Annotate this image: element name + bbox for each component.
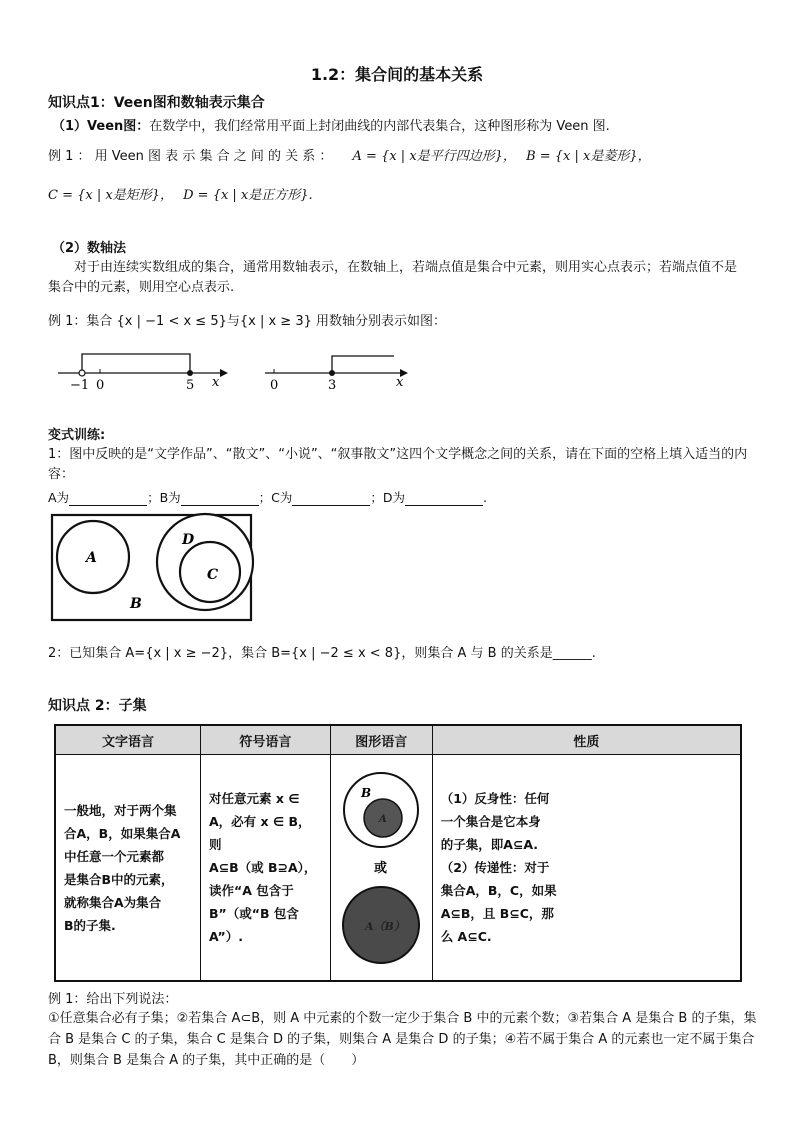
venn-label-b: B bbox=[130, 596, 142, 612]
venn-diagram bbox=[50, 512, 255, 624]
or-label: 或 bbox=[374, 861, 388, 876]
cell-line: 合A，B，如果集合A bbox=[64, 825, 181, 841]
numberline-method-text: 对于由连续实数组成的集合，通常用数轴表示，在数轴上，若端点值是集合中元素，则用实心点表示；若端点值不是集合中的元素，则用空心点表示. bbox=[48, 260, 738, 295]
inner-set-label: A bbox=[379, 814, 387, 825]
cell-line: 就称集合A为集合 bbox=[64, 894, 162, 910]
blank-a[interactable] bbox=[69, 492, 147, 506]
cell-line: 一个集合是它本身 bbox=[440, 814, 541, 829]
tick-label: 0 bbox=[96, 378, 105, 393]
graphic-language-cell bbox=[330, 755, 432, 982]
tick-label: −1 bbox=[70, 378, 90, 393]
text-language-cell bbox=[55, 755, 200, 982]
axis-label: x bbox=[396, 375, 404, 390]
veen-paragraph bbox=[52, 115, 610, 134]
veen-label: （1）Veen图： bbox=[52, 119, 150, 134]
venn-label-c: C bbox=[207, 567, 219, 583]
venn-label-a: A bbox=[86, 550, 97, 566]
set-c: C = {x | x是矩形}， bbox=[48, 188, 173, 203]
venn-label-d: D bbox=[182, 532, 195, 548]
cell-line: 一般地，对于两个集 bbox=[64, 802, 177, 818]
cell-line: 中任意一个元素都 bbox=[64, 848, 165, 864]
table-header: 文字语言 bbox=[55, 725, 200, 755]
cell-line: A，必有 x ∈ B，则 bbox=[208, 814, 311, 852]
cell-line: 读作“A 包含于 bbox=[208, 883, 294, 898]
set-d: D = {x | x是正方形}. bbox=[183, 188, 313, 203]
veen-text: 在数学中，我们经常用平面上封闭曲线的内部代表集合，这种图形称为 Veen 图. bbox=[149, 119, 610, 134]
subset-table bbox=[54, 724, 742, 982]
cell-line: 集合A，B，C，如果 bbox=[440, 883, 557, 898]
cell-line: （2）传递性：对于 bbox=[440, 860, 550, 875]
closed-endpoint bbox=[329, 370, 335, 376]
table-header: 性质 bbox=[432, 725, 741, 755]
cell-line: 对任意元素 x ∈ bbox=[208, 791, 300, 806]
cell-line: 是集合B中的元素， bbox=[64, 871, 174, 887]
example3-body: ①任意集合必有子集；②若集合 A⊂B，则 A 中元素的个数一定少于集合 B 中的元素个数；③若集合 A 是集合 B 的子集，集合 B 是集合 C 的子集，集合 C 是集合 D 的子集，则集合 A 是集合 D 的子集；④若不属于集合 A 的元素也一定不属于集合 B，则集合 B 是集合 A 的子集，其中正确的是（ ） bbox=[48, 1011, 757, 1068]
tick-label: 0 bbox=[270, 378, 279, 393]
page-title: 1.2：集合间的基本关系 bbox=[310, 65, 484, 84]
practice-q1: 1：图中反映的是“文学作品”、“散文”、“小说”、“叙事散文”这四个文学概念之间的关系，请在下面的空格上填入适当的内容： bbox=[48, 447, 748, 482]
practice-heading: 变式训练: bbox=[48, 428, 106, 443]
number-line-1 bbox=[58, 354, 228, 393]
table-row bbox=[55, 755, 741, 982]
practice-q2: 2：已知集合 A={x | x ≥ −2}，集合 B={x | −2 ≤ x < 8}，则集合 A 与 B 的关系是______. bbox=[48, 646, 596, 661]
example1-line2 bbox=[48, 184, 313, 203]
section2-heading: 知识点 2：子集 bbox=[48, 698, 147, 714]
blank-d[interactable] bbox=[405, 492, 483, 506]
number-line-2 bbox=[265, 356, 408, 393]
set-b: B = {x | x是菱形}， bbox=[526, 149, 651, 164]
blank-label-a: A为 bbox=[48, 490, 70, 505]
example1-line1 bbox=[48, 145, 651, 164]
cell-line: B”（或“B 包含 bbox=[208, 906, 299, 921]
example2-text: 例 1：集合 {x | −1 < x ≤ 5}与{x | x ≥ 3} 用数轴分别表示如图： bbox=[48, 314, 446, 329]
cell-line: A⊆B（或 B⊇A）， bbox=[208, 860, 317, 875]
cell-line: 么 A⊆C. bbox=[440, 929, 492, 944]
tick-label: 5 bbox=[186, 378, 195, 393]
property-cell bbox=[432, 755, 741, 982]
fill-in-blanks bbox=[48, 488, 487, 506]
cell-line: A⊆B，且 B⊆C，那 bbox=[440, 906, 554, 921]
blank-end: . bbox=[483, 490, 487, 505]
symbol-language-cell bbox=[200, 755, 330, 982]
closed-endpoint bbox=[187, 370, 193, 376]
axis-label: x bbox=[212, 375, 220, 390]
table-header: 符号语言 bbox=[200, 725, 330, 755]
blank-label-b: ；B为 bbox=[147, 490, 181, 505]
example3-intro: 例 1：给出下列说法： bbox=[48, 992, 178, 1007]
table-header-row bbox=[55, 725, 741, 755]
blank-label-c: ；C为 bbox=[258, 490, 293, 505]
cell-line: （1）反身性：任何 bbox=[440, 791, 550, 806]
blank-label-d: ；D为 bbox=[370, 490, 406, 505]
subset-diagrams bbox=[331, 755, 431, 973]
numberline-method-label: （2）数轴法 bbox=[52, 241, 127, 256]
equal-set-label: A（B） bbox=[365, 920, 406, 933]
number-lines bbox=[50, 340, 430, 395]
cell-line: A”）. bbox=[208, 929, 243, 944]
blank-c[interactable] bbox=[292, 492, 370, 506]
cell-line: B的子集. bbox=[64, 917, 116, 933]
cell-line: 的子集，即A⊆A. bbox=[440, 837, 539, 852]
outer-set-label: B bbox=[361, 786, 372, 800]
open-endpoint bbox=[79, 370, 85, 376]
example1-intro: 例 1 ： 用 Veen 图 表 示 集 合 之 间 的 关 系 ： bbox=[48, 149, 333, 164]
table-header: 图形语言 bbox=[330, 725, 432, 755]
set-a: A = {x | x是平行四边形}， bbox=[352, 149, 516, 164]
tick-label: 3 bbox=[328, 378, 337, 393]
section1-heading: 知识点1：Veen图和数轴表示集合 bbox=[48, 95, 265, 111]
blank-b[interactable] bbox=[181, 492, 259, 506]
